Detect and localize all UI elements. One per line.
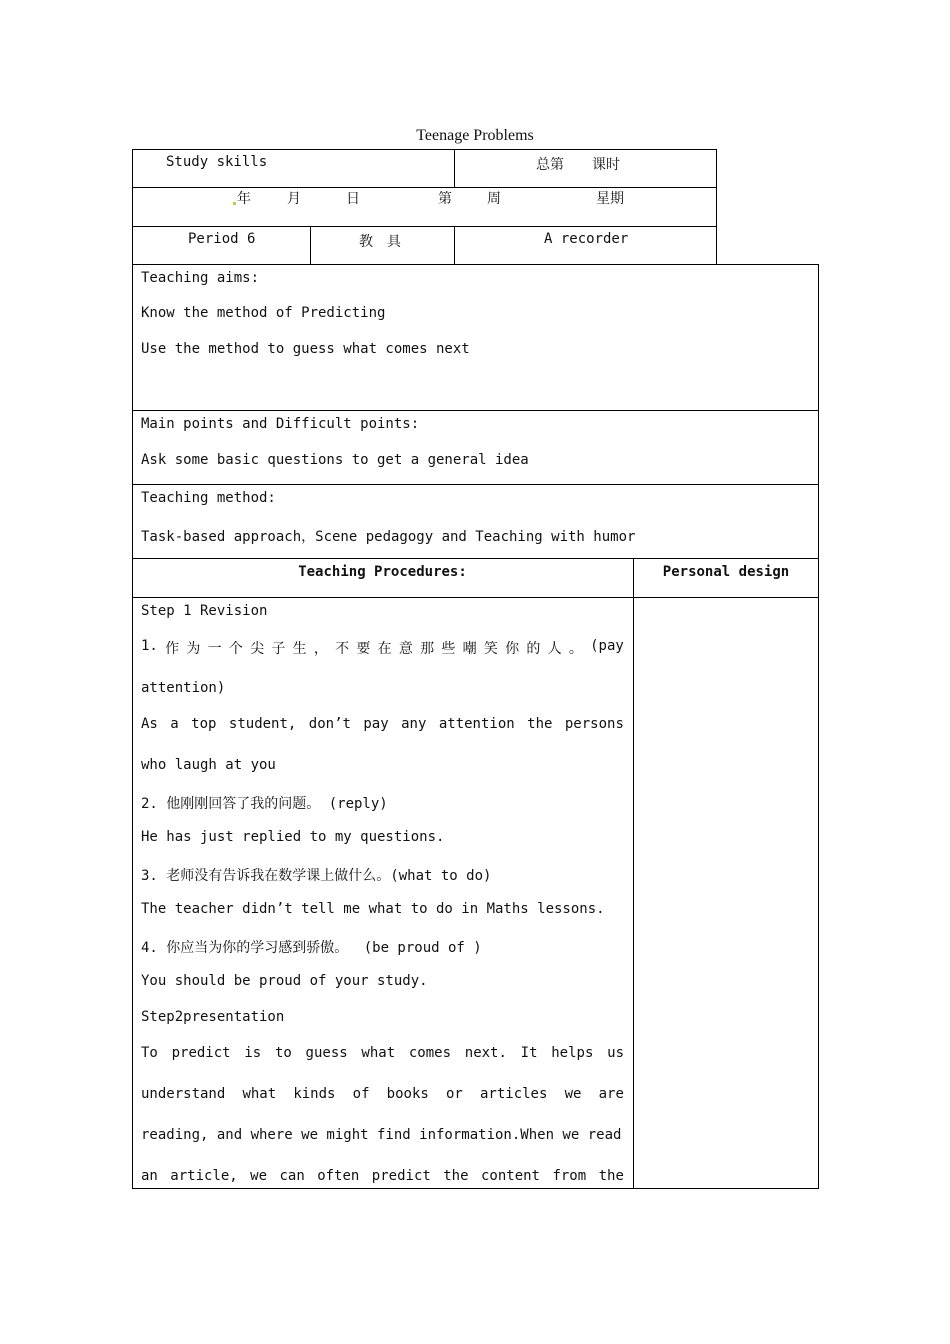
divider xyxy=(310,226,311,265)
answer-3: The teacher didn’t tell me what to do in Maths lessons. xyxy=(141,901,605,917)
aids-label: 教 具 xyxy=(359,234,401,250)
topic: Study skills xyxy=(166,154,268,170)
word: 嘲 xyxy=(462,641,477,657)
week-prefix: 第 xyxy=(438,191,452,207)
word: a xyxy=(170,716,179,732)
aids-value: A recorder xyxy=(544,231,629,247)
word: can xyxy=(279,1168,305,1184)
word: It xyxy=(520,1045,538,1061)
word: the xyxy=(443,1168,469,1184)
word: books xyxy=(386,1086,429,1102)
question-4: 4. 你应当为你的学习感到骄傲。 (be proud of ) xyxy=(141,940,482,956)
word: article, xyxy=(170,1168,238,1184)
step-2: Step2presentation xyxy=(141,1009,285,1025)
paragraph-line xyxy=(141,1168,624,1184)
personal-design-header: Personal design xyxy=(662,564,790,580)
aim-item: Use the method to guess what comes next xyxy=(141,341,470,357)
word: of xyxy=(352,1086,370,1102)
answer-1-tail: who laugh at you xyxy=(141,757,276,773)
weekday: 星期 xyxy=(596,191,624,207)
divider xyxy=(132,558,819,559)
word: comes xyxy=(408,1045,452,1061)
answer-2: He has just replied to my questions. xyxy=(141,829,445,845)
word: 1. xyxy=(141,638,158,654)
date-year: 年 xyxy=(232,188,251,208)
word: 子 xyxy=(271,641,286,657)
word: next. xyxy=(464,1045,507,1061)
word: As xyxy=(141,716,158,732)
paragraph-line xyxy=(141,1045,624,1061)
word: ， xyxy=(313,641,328,657)
divider xyxy=(132,484,819,485)
procedures-header: Teaching Procedures: xyxy=(298,564,467,580)
week: 周 xyxy=(487,191,501,207)
question-3: 3. 老师没有告诉我在数学课上做什么。(what to do) xyxy=(141,868,492,884)
word: 意 xyxy=(398,641,413,657)
word: 的 xyxy=(526,641,541,657)
word: understand xyxy=(141,1086,226,1102)
word: helps xyxy=(551,1045,594,1061)
word: 。 xyxy=(568,641,583,657)
word: To xyxy=(141,1045,158,1061)
page-title: Teenage Problems xyxy=(416,127,534,144)
word: 不 xyxy=(335,641,350,657)
divider xyxy=(454,149,455,187)
word: 一 xyxy=(207,641,222,657)
word: 你 xyxy=(505,641,520,657)
word: us xyxy=(607,1045,624,1061)
word: 为 xyxy=(186,641,201,657)
word: is xyxy=(244,1045,262,1061)
word: or xyxy=(445,1086,463,1102)
word: are xyxy=(598,1086,624,1102)
word: student, xyxy=(228,716,297,732)
word: any xyxy=(401,716,427,732)
word: what xyxy=(361,1045,396,1061)
word: an xyxy=(141,1168,158,1184)
word: guess xyxy=(305,1045,348,1061)
word: 要 xyxy=(356,641,371,657)
word: content xyxy=(480,1168,540,1184)
question-1-tail: attention) xyxy=(141,680,226,696)
paragraph-line xyxy=(141,1086,624,1102)
paragraph-line: reading, and where we might find information.When we read xyxy=(141,1127,622,1143)
word: 那 xyxy=(420,641,435,657)
aim-item: Know the method of Predicting xyxy=(141,305,386,321)
step-1: Step 1 Revision xyxy=(141,603,268,619)
word: 笑 xyxy=(483,641,498,657)
word: what xyxy=(242,1086,277,1102)
date-month: 月 xyxy=(287,191,301,207)
divider xyxy=(132,410,819,411)
word: to xyxy=(274,1045,292,1061)
answer-4: You should be proud of your study. xyxy=(141,973,428,989)
word: pay xyxy=(363,716,389,732)
points-text: Ask some basic questions to get a general idea xyxy=(141,452,529,468)
word: top xyxy=(191,716,217,732)
method-label: Teaching method: xyxy=(141,490,276,506)
word: we xyxy=(564,1086,582,1102)
word: predict xyxy=(171,1045,231,1061)
period: Period 6 xyxy=(188,231,256,247)
aims-label: Teaching aims: xyxy=(141,270,260,286)
word: persons xyxy=(564,716,624,732)
points-label: Main points and Difficult points: xyxy=(141,416,420,432)
word: we xyxy=(250,1168,268,1184)
divider xyxy=(132,597,819,598)
word: the xyxy=(598,1168,624,1184)
word: from xyxy=(552,1168,587,1184)
divider xyxy=(454,226,455,265)
word: the xyxy=(527,716,553,732)
word: don’t xyxy=(308,716,351,732)
word: kinds xyxy=(293,1086,336,1102)
date-day: 日 xyxy=(346,191,360,207)
lesson-count: 总第 课时 xyxy=(536,157,620,173)
word: (pay xyxy=(590,638,624,654)
divider xyxy=(633,558,634,1189)
word: 在 xyxy=(377,641,392,657)
method-text: Task-based approach，Scene pedagogy and Teaching with humor xyxy=(141,529,636,545)
word: 尖 xyxy=(250,641,265,657)
word: 作 xyxy=(165,641,180,657)
word: predict xyxy=(371,1168,431,1184)
word: 个 xyxy=(228,641,243,657)
question-1 xyxy=(141,638,624,658)
word: attention xyxy=(438,716,515,732)
word: 些 xyxy=(441,641,456,657)
word: 生 xyxy=(292,641,307,657)
divider xyxy=(132,226,717,227)
word: often xyxy=(317,1168,360,1184)
question-2: 2. 他刚刚回答了我的问题。 (reply) xyxy=(141,796,388,812)
word: 人 xyxy=(547,641,562,657)
word: articles xyxy=(479,1086,548,1102)
answer-1 xyxy=(141,716,624,732)
divider xyxy=(132,187,717,188)
